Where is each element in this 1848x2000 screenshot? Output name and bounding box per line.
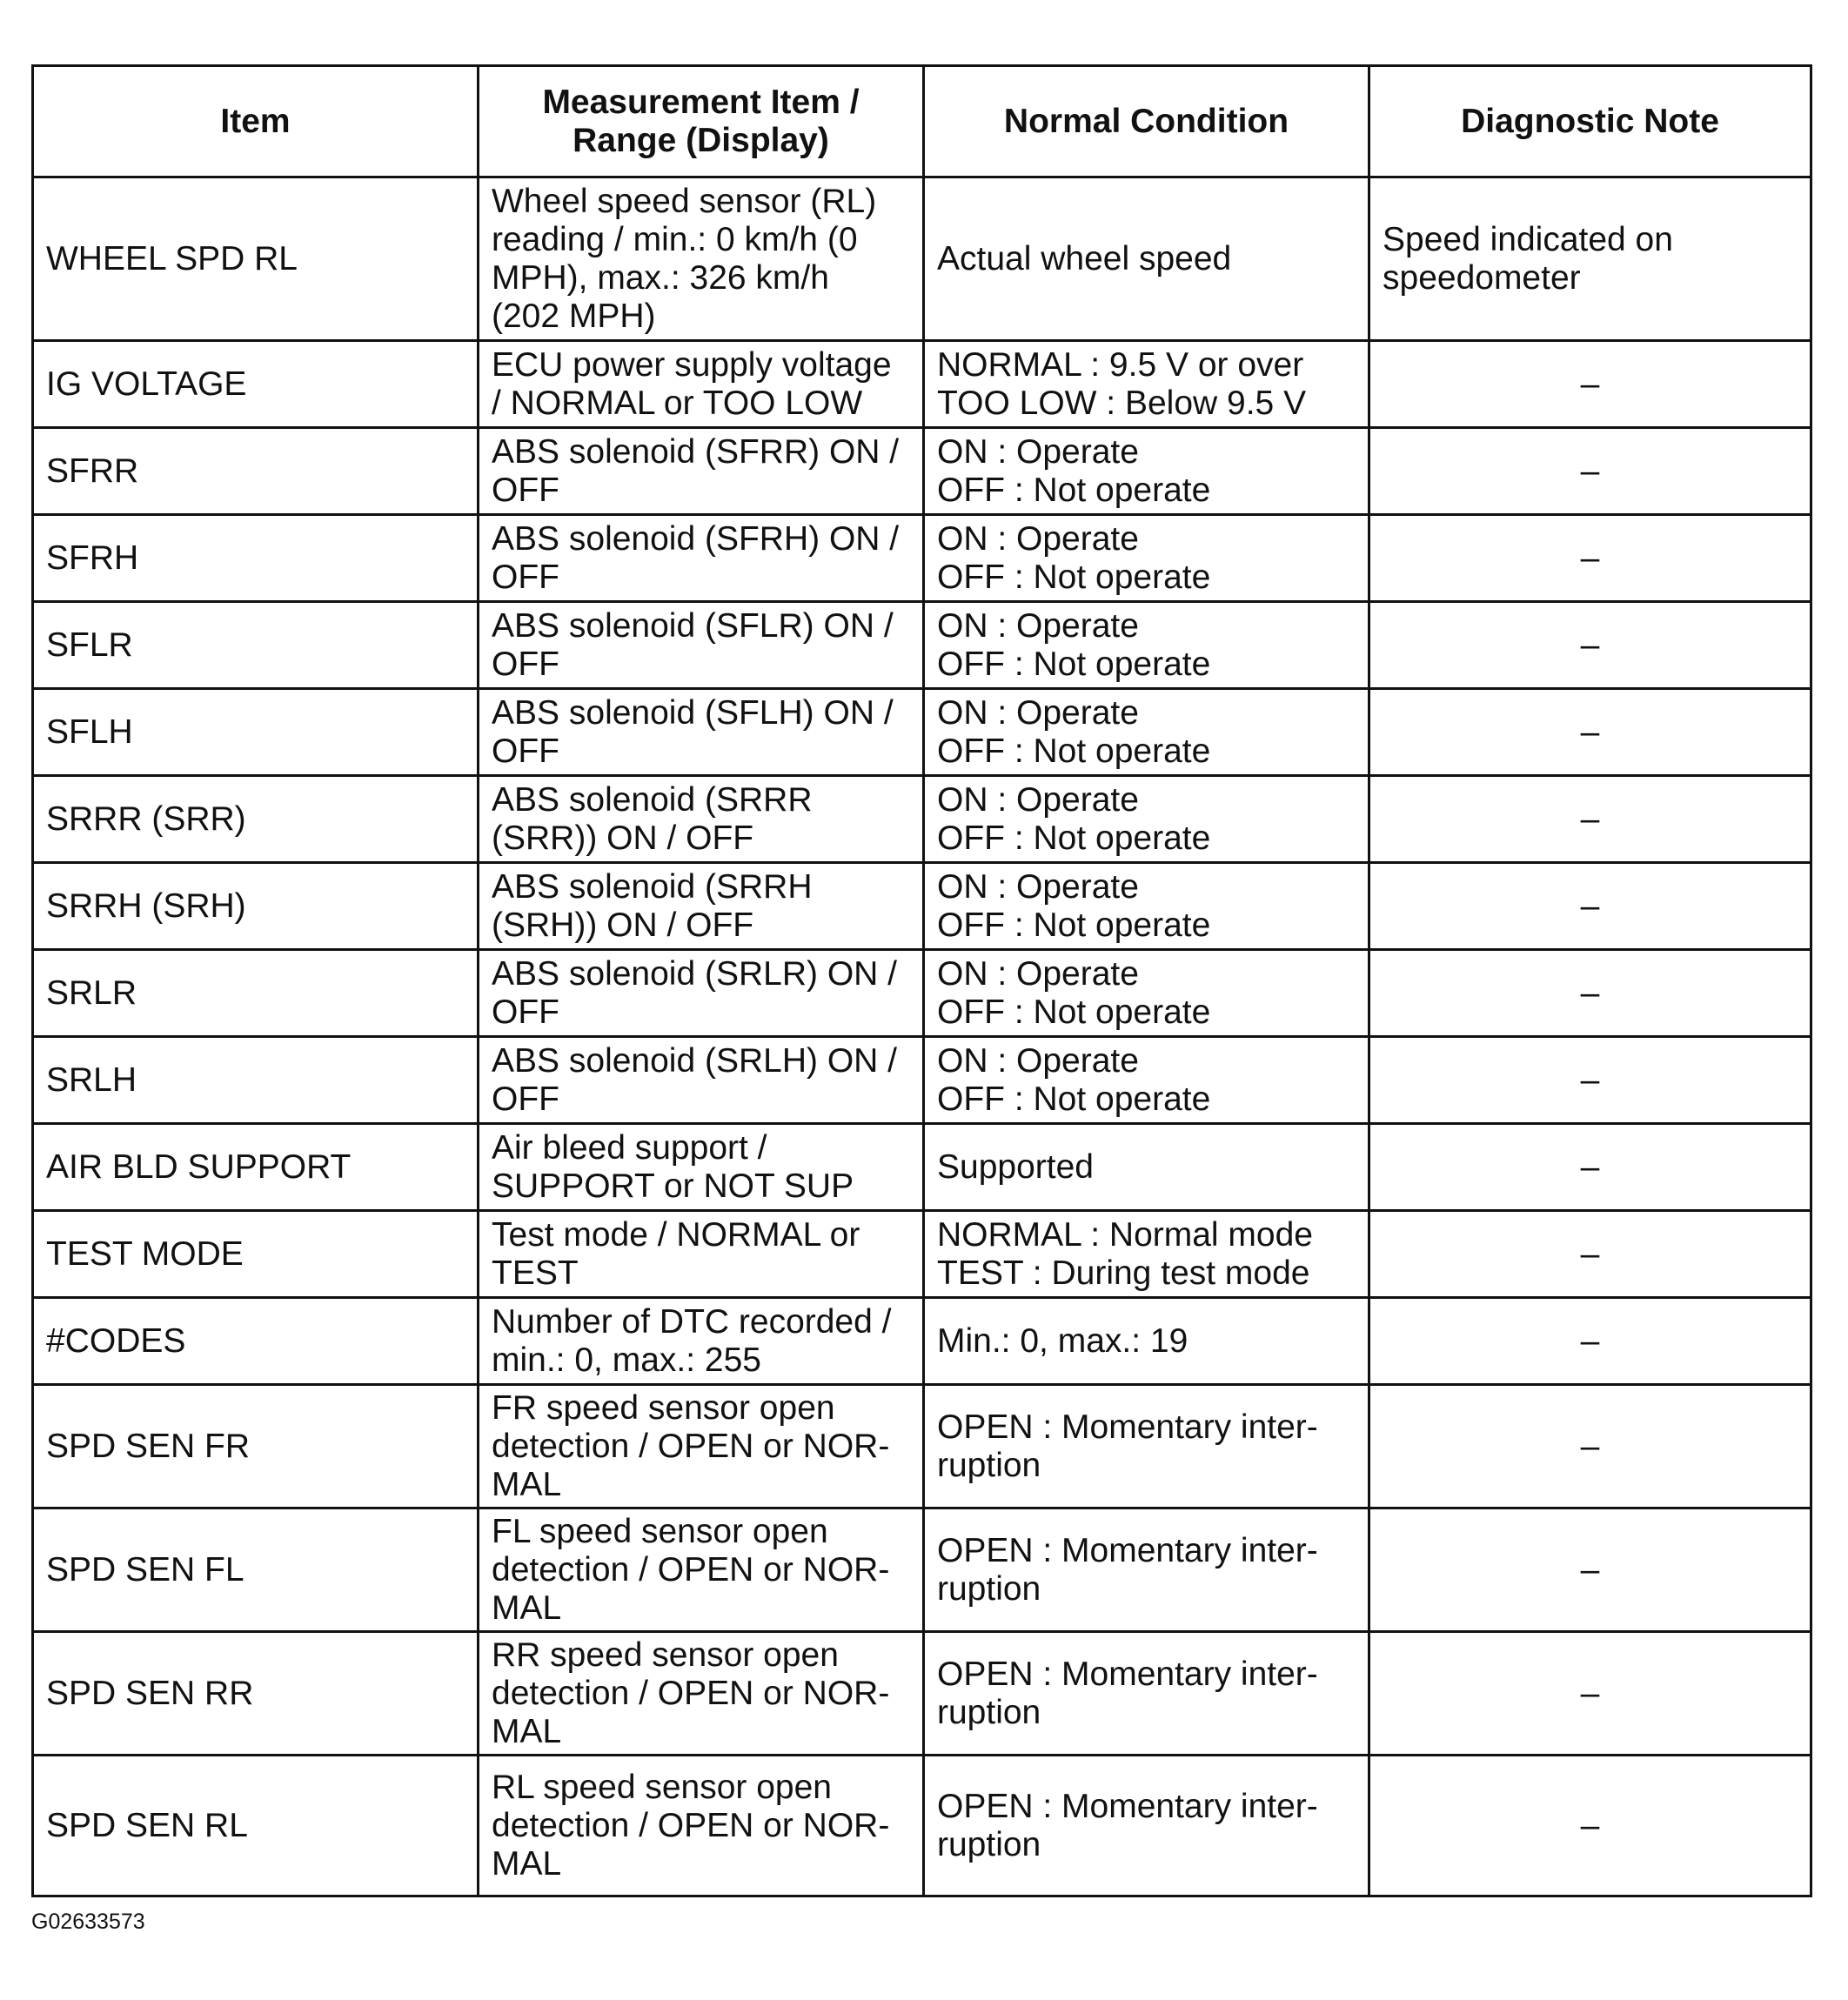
table-row <box>33 1632 1811 1756</box>
measurement-cell <box>479 689 924 776</box>
measurement-text: MAL <box>492 1465 562 1503</box>
measurement-text: RL speed sensor open <box>492 1768 832 1806</box>
normal-condition-cell <box>924 1298 1369 1385</box>
diagnostic-note-cell <box>1369 341 1811 428</box>
diagnostic-note-cell <box>1369 1124 1811 1211</box>
item-label: SRRR (SRR) <box>46 799 246 838</box>
normal-condition-text: OPEN : Momentary inter- <box>937 1408 1318 1446</box>
measurement-text: OFF <box>492 993 559 1031</box>
diagnostic-note-cell <box>1369 1632 1811 1756</box>
measurement-text: ABS solenoid (SRLH) ON / <box>492 1041 898 1080</box>
normal-condition-text: ON : Operate <box>937 432 1139 471</box>
table-row <box>33 1508 1811 1632</box>
item-cell <box>33 602 479 689</box>
table-row <box>33 1298 1811 1385</box>
diagnostic-note-text: – <box>1580 1060 1600 1099</box>
header-text: Normal Condition <box>1003 102 1289 140</box>
item-label: SPD SEN RR <box>46 1674 254 1712</box>
item-cell <box>33 341 479 428</box>
normal-condition-text: ON : Operate <box>937 780 1139 819</box>
measurement-cell <box>479 428 924 515</box>
item-cell <box>33 1508 479 1632</box>
measurement-text: / NORMAL or TOO LOW <box>492 384 863 422</box>
item-cell <box>33 776 479 863</box>
normal-condition-text: Min.: 0, max.: 19 <box>937 1321 1188 1360</box>
measurement-text: MPH), max.: 326 km/h <box>492 258 829 297</box>
measurement-text: min.: 0, max.: 255 <box>492 1341 761 1379</box>
normal-condition-cell <box>924 1124 1369 1211</box>
item-label: WHEEL SPD RL <box>46 239 298 278</box>
normal-condition-cell <box>924 950 1369 1037</box>
normal-condition-cell <box>924 515 1369 602</box>
diagnostic-note-cell <box>1369 1508 1811 1632</box>
measurement-cell <box>479 863 924 950</box>
measurement-text: detection / OPEN or NOR- <box>492 1674 890 1712</box>
diagnostic-note-cell <box>1369 1298 1811 1385</box>
diagnostic-note-cell <box>1369 602 1811 689</box>
diagnostic-note-cell <box>1369 428 1811 515</box>
item-cell <box>33 1632 479 1756</box>
diagnostic-note-text: – <box>1580 1234 1600 1273</box>
normal-condition-cell <box>924 689 1369 776</box>
diagnostic-note-cell <box>1369 1211 1811 1298</box>
item-cell <box>33 1037 479 1124</box>
diagnostic-note-text: – <box>1580 1321 1600 1360</box>
measurement-cell <box>479 1211 924 1298</box>
item-label: SFRR <box>46 452 139 490</box>
measurement-text: ECU power supply voltage <box>492 345 892 384</box>
normal-condition-cell <box>924 177 1369 341</box>
normal-condition-cell <box>924 1756 1369 1896</box>
diagnostic-note-cell <box>1369 515 1811 602</box>
item-label: SFLR <box>46 625 133 664</box>
measurement-text: MAL <box>492 1589 562 1627</box>
table-row <box>33 950 1811 1037</box>
table-row <box>33 1124 1811 1211</box>
normal-condition-text: OPEN : Momentary inter- <box>937 1787 1318 1825</box>
measurement-cell <box>479 950 924 1037</box>
normal-condition-cell <box>924 341 1369 428</box>
normal-condition-text: ON : Operate <box>937 954 1139 993</box>
normal-condition-cell <box>924 1037 1369 1124</box>
item-cell <box>33 177 479 341</box>
normal-condition-text: OPEN : Momentary inter- <box>937 1655 1318 1693</box>
normal-condition-text: NORMAL : 9.5 V or over <box>937 345 1304 384</box>
diagnostic-note-cell <box>1369 950 1811 1037</box>
table-header-row <box>33 66 1811 177</box>
item-label: AIR BLD SUPPORT <box>46 1147 352 1186</box>
item-label: SRRH (SRH) <box>46 886 246 925</box>
item-label: #CODES <box>46 1321 186 1360</box>
item-label: SFLH <box>46 712 133 751</box>
measurement-text: ABS solenoid (SFLR) ON / <box>492 606 894 645</box>
diagnostic-note-text: – <box>1580 799 1600 838</box>
diagnostic-note-text: speedometer <box>1383 258 1581 297</box>
measurement-text: (202 MPH) <box>492 297 656 335</box>
diagnostic-note-text: – <box>1580 973 1600 1012</box>
data-list-table <box>31 64 1812 1897</box>
measurement-text: OFF <box>492 558 559 596</box>
table-row <box>33 428 1811 515</box>
table-row <box>33 1211 1811 1298</box>
diagnostic-note-text: – <box>1580 538 1600 577</box>
measurement-text: detection / OPEN or NOR- <box>492 1427 890 1465</box>
measurement-text: detection / OPEN or NOR- <box>492 1806 890 1844</box>
measurement-text: OFF <box>492 645 559 683</box>
item-cell <box>33 515 479 602</box>
normal-condition-text: TEST : During test mode <box>937 1254 1310 1292</box>
normal-condition-text: ON : Operate <box>937 1041 1139 1080</box>
item-cell <box>33 689 479 776</box>
normal-condition-text: ON : Operate <box>937 867 1139 906</box>
measurement-cell <box>479 341 924 428</box>
measurement-text: ABS solenoid (SFRH) ON / <box>492 519 900 558</box>
item-label: IG VOLTAGE <box>46 365 247 403</box>
measurement-text: ABS solenoid (SRLR) ON / <box>492 954 898 993</box>
item-label: SPD SEN RL <box>46 1806 248 1844</box>
item-cell <box>33 1298 479 1385</box>
normal-condition-text: NORMAL : Normal mode <box>937 1215 1313 1254</box>
item-cell <box>33 1385 479 1508</box>
table-row <box>33 177 1811 341</box>
measurement-text: (SRH)) ON / OFF <box>492 906 754 944</box>
normal-condition-text: Supported <box>937 1147 1094 1186</box>
item-label: SPD SEN FR <box>46 1427 251 1465</box>
measurement-cell <box>479 1632 924 1756</box>
measurement-cell <box>479 1037 924 1124</box>
normal-condition-cell <box>924 1632 1369 1756</box>
item-cell <box>33 950 479 1037</box>
measurement-cell <box>479 515 924 602</box>
measurement-text: Wheel speed sensor (RL) <box>492 182 877 220</box>
table-row <box>33 1756 1811 1896</box>
item-cell <box>33 1756 479 1896</box>
measurement-text: OFF <box>492 471 559 509</box>
normal-condition-cell <box>924 1508 1369 1632</box>
diagnostic-note-text: – <box>1580 365 1600 403</box>
measurement-cell <box>479 1508 924 1632</box>
diagnostic-note-cell <box>1369 1385 1811 1508</box>
item-label: TEST MODE <box>46 1234 244 1273</box>
measurement-text: FL speed sensor open <box>492 1512 828 1550</box>
normal-condition-cell <box>924 1211 1369 1298</box>
diagnostic-note-text: – <box>1580 452 1600 490</box>
header-measurement <box>479 66 924 177</box>
header-diagnostic-note <box>1369 66 1811 177</box>
normal-condition-text: OPEN : Momentary inter- <box>937 1531 1318 1569</box>
normal-condition-text: ON : Operate <box>937 519 1139 558</box>
measurement-text: ABS solenoid (SRRR <box>492 780 813 819</box>
table-row <box>33 1385 1811 1508</box>
table-row <box>33 776 1811 863</box>
measurement-cell <box>479 1298 924 1385</box>
item-label: SRLH <box>46 1060 137 1099</box>
normal-condition-text: OFF : Not operate <box>937 1080 1211 1118</box>
normal-condition-text: TOO LOW : Below 9.5 V <box>937 384 1307 422</box>
measurement-text: Number of DTC recorded / <box>492 1302 892 1341</box>
measurement-text: MAL <box>492 1712 562 1750</box>
diagnostic-note-text: – <box>1580 886 1600 925</box>
diagnostic-note-text: Speed indicated on <box>1383 220 1673 258</box>
diagnostic-note-cell <box>1369 863 1811 950</box>
normal-condition-text: ON : Operate <box>937 606 1139 645</box>
table-row <box>33 602 1811 689</box>
measurement-cell <box>479 776 924 863</box>
measurement-text: reading / min.: 0 km/h (0 <box>492 220 858 258</box>
item-label: SPD SEN FL <box>46 1550 244 1589</box>
normal-condition-text: Actual wheel speed <box>937 239 1232 278</box>
normal-condition-cell <box>924 602 1369 689</box>
diagnostic-note-cell <box>1369 177 1811 341</box>
header-item <box>33 66 479 177</box>
normal-condition-text: ON : Operate <box>937 693 1139 732</box>
normal-condition-text: ruption <box>937 1825 1041 1863</box>
item-cell <box>33 863 479 950</box>
measurement-text: ABS solenoid (SFRR) ON / <box>492 432 900 471</box>
measurement-text: TEST <box>492 1254 579 1292</box>
figure-id: G02633573 <box>31 1910 145 1934</box>
measurement-cell <box>479 1756 924 1896</box>
normal-condition-text: OFF : Not operate <box>937 471 1211 509</box>
header-text: Measurement Item / <box>542 83 860 121</box>
table-row <box>33 341 1811 428</box>
measurement-text: Air bleed support / <box>492 1128 767 1167</box>
table-row <box>33 1037 1811 1124</box>
table-row <box>33 515 1811 602</box>
item-cell <box>33 428 479 515</box>
measurement-text: SUPPORT or NOT SUP <box>492 1167 854 1205</box>
measurement-text: OFF <box>492 1080 559 1118</box>
measurement-text: MAL <box>492 1844 562 1883</box>
normal-condition-cell <box>924 863 1369 950</box>
measurement-text: Test mode / NORMAL or <box>492 1215 860 1254</box>
header-normal-condition <box>924 66 1369 177</box>
diagnostic-note-text: – <box>1580 625 1600 664</box>
normal-condition-text: ruption <box>937 1446 1041 1484</box>
table-row <box>33 689 1811 776</box>
diagnostic-note-cell <box>1369 776 1811 863</box>
item-cell <box>33 1124 479 1211</box>
diagnostic-note-text: – <box>1580 1427 1600 1465</box>
normal-condition-text: OFF : Not operate <box>937 558 1211 596</box>
measurement-text: (SRR)) ON / OFF <box>492 819 754 857</box>
table-row <box>33 863 1811 950</box>
diagnostic-note-text: – <box>1580 1674 1600 1712</box>
measurement-cell <box>479 177 924 341</box>
diagnostic-note-cell <box>1369 689 1811 776</box>
normal-condition-cell <box>924 428 1369 515</box>
item-label: SRLR <box>46 973 137 1012</box>
item-label: SFRH <box>46 538 139 577</box>
normal-condition-text: OFF : Not operate <box>937 906 1211 944</box>
measurement-text: ABS solenoid (SFLH) ON / <box>492 693 894 732</box>
normal-condition-text: ruption <box>937 1569 1041 1608</box>
item-cell <box>33 1211 479 1298</box>
normal-condition-cell <box>924 776 1369 863</box>
diagnostic-note-cell <box>1369 1037 1811 1124</box>
header-text: Diagnostic Note <box>1461 102 1719 140</box>
table-body <box>33 177 1811 1896</box>
header-text: Range (Display) <box>572 121 829 159</box>
measurement-text: OFF <box>492 732 559 770</box>
normal-condition-text: OFF : Not operate <box>937 732 1211 770</box>
measurement-text: ABS solenoid (SRRH <box>492 867 813 906</box>
header-text: Item <box>220 102 291 140</box>
normal-condition-text: OFF : Not operate <box>937 819 1211 857</box>
normal-condition-text: ruption <box>937 1693 1041 1731</box>
normal-condition-text: OFF : Not operate <box>937 645 1211 683</box>
measurement-text: RR speed sensor open <box>492 1635 839 1674</box>
normal-condition-cell <box>924 1385 1369 1508</box>
measurement-text: detection / OPEN or NOR- <box>492 1550 890 1589</box>
measurement-cell <box>479 1124 924 1211</box>
measurement-text: FR speed sensor open <box>492 1388 835 1427</box>
diagnostic-note-text: – <box>1580 1806 1600 1844</box>
diagnostic-note-cell <box>1369 1756 1811 1896</box>
diagnostic-note-text: – <box>1580 712 1600 751</box>
measurement-cell <box>479 1385 924 1508</box>
normal-condition-text: OFF : Not operate <box>937 993 1211 1031</box>
measurement-cell <box>479 602 924 689</box>
diagnostic-note-text: – <box>1580 1550 1600 1589</box>
diagnostic-note-text: – <box>1580 1147 1600 1186</box>
